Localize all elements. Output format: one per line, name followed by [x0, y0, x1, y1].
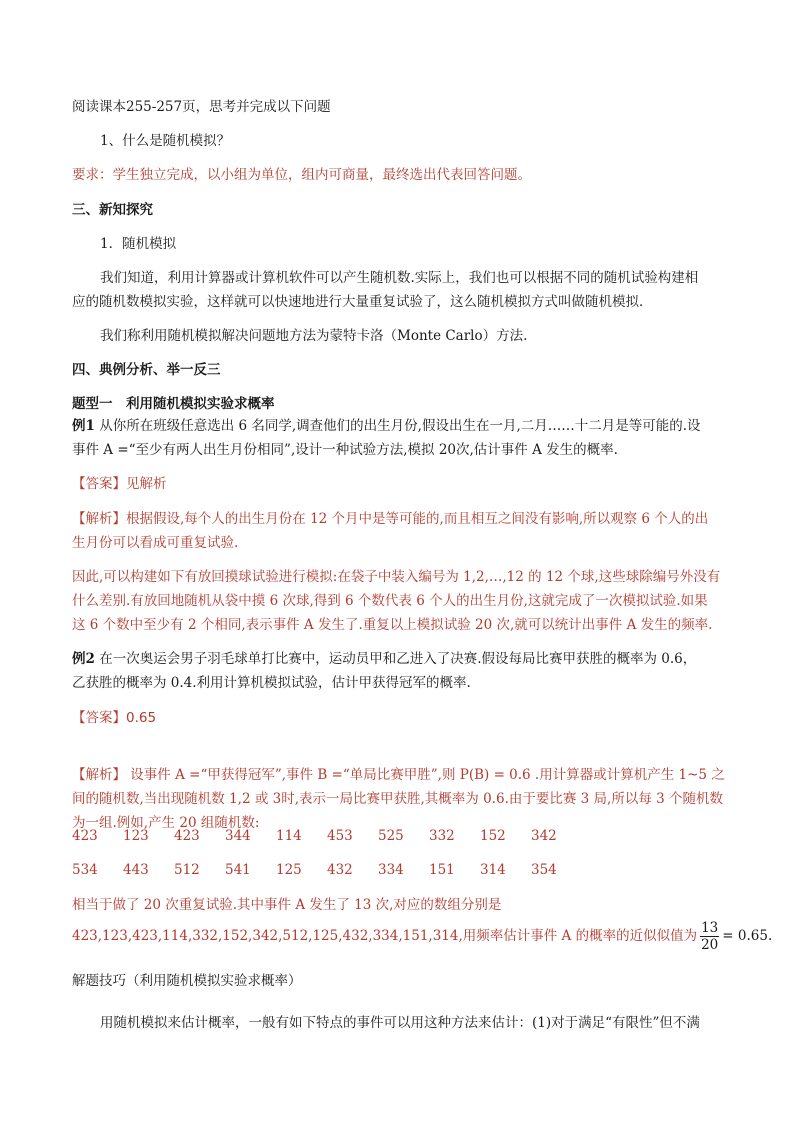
- random-number: 344: [225, 828, 251, 844]
- example-2-result-tail: = 0.65.: [722, 928, 773, 944]
- section-3-heading: 三、新知探究: [72, 202, 153, 218]
- example-2-line-1: [72, 648, 732, 670]
- random-number: 152: [480, 828, 506, 844]
- example-2-analysis-2: 间的随机数,当出现随机数 1,2 或 3时,表示一局比赛甲获胜,其概率为 0.6.由于要比赛 3 局,所以每 3 个随机数: [72, 791, 723, 807]
- example-1-line-1: [72, 415, 732, 437]
- example-1-analysis-4: 什么差别.有放回地随机从袋中摸 6 次球,得到 6 个数代表 6 个人的出生月份,这就完成了一次模拟试验.如果: [72, 593, 708, 609]
- paragraph-1-line-1: 我们知道，利用计算器或计算机软件可以产生随机数.实际上，我们也可以根据不同的随机试验构建相: [100, 270, 699, 286]
- example-1-answer: 【答案】见解析: [72, 476, 167, 492]
- subheading-random-simulation: 1．随机模拟: [100, 236, 177, 252]
- example-1-text-1: 从你所在班级任意选出 6 名同学,调查他们的出生月份,假设出生在一月,二月……十二月是等可能的.设: [99, 418, 701, 434]
- type-1-heading: 题型一 利用随机模拟实验求概率: [72, 396, 275, 412]
- example-2-analysis-label: 【解析】: [72, 767, 126, 783]
- random-numbers-row-2: [72, 859, 732, 881]
- question-1: 1、什么是随机模拟？: [100, 133, 231, 149]
- example-2-result-1: 相当于做了 20 次重复试验.其中事件 A 发生了 13 次,对应的数组分别是: [72, 897, 502, 913]
- tips-title: 解题技巧（利用随机模拟实验求概率）: [72, 973, 302, 989]
- random-number: 114: [276, 828, 302, 844]
- random-number: 453: [327, 828, 353, 844]
- intro-text: 阅读课本255-257页，思考并完成以下问题: [72, 99, 331, 115]
- paragraph-2: 我们称利用随机模拟解决问题地方法为蒙特卡洛（Monte Carlo）方法.: [100, 328, 528, 344]
- example-2-analysis-3: 为一组.例如,产生 20 组随机数:: [72, 815, 260, 831]
- example-1-analysis-1: 【解析】根据假设,每个人的出生月份在 12 个月中是等可能的,而且相互之间没有影响,所以观察 6 个人的出: [72, 511, 709, 527]
- example-2-result-2: [72, 916, 773, 956]
- example-2-line-2: 乙获胜的概率为 0.4.利用计算机模拟试验，估计甲获得冠军的概率.: [72, 675, 471, 691]
- example-2-answer-value: 0.65: [126, 710, 157, 726]
- example-1-analysis-3: 因此,可以构建如下有放回摸球试验进行模拟:在袋子中装入编号为 1,2,…,12 的 12 个球,这些球除编号外没有: [72, 569, 721, 585]
- fraction-numerator: 13: [701, 920, 719, 936]
- random-number: 123: [123, 828, 149, 844]
- random-number: 443: [123, 862, 149, 878]
- random-number: 423: [72, 828, 98, 844]
- requirement-text: 要求：学生独立完成，以小组为单位，组内可商量，最终选出代表回答问题。: [72, 167, 531, 183]
- example-1-line-2: 事件 A =“至少有两人出生月份相同”,设计一种试验方法,模拟 20次,估计事件 A 发生的概率.: [72, 442, 618, 458]
- example-2-answer-label: 【答案】: [72, 710, 126, 726]
- tips-line-1: 用随机模拟来估计概率，一般有如下特点的事件可以用这种方法来估计：(1)对于满足“有限性”但不满: [100, 1015, 700, 1031]
- example-1-analysis-2: 生月份可以看成可重复试验.: [72, 535, 239, 551]
- example-2-answer: [72, 707, 732, 729]
- random-number: 423: [174, 828, 200, 844]
- paragraph-1-line-2: 应的随机数模拟实验，这样就可以快速地进行大量重复试验了，这么随机模拟方式叫做随机模拟．: [72, 294, 653, 310]
- random-number: 541: [225, 862, 251, 878]
- random-number: 354: [531, 862, 557, 878]
- random-number: 125: [276, 862, 302, 878]
- example-2-analysis-1: [72, 764, 732, 786]
- example-1-label: 例1: [72, 418, 95, 434]
- random-number: 432: [327, 862, 353, 878]
- random-number: 332: [429, 828, 455, 844]
- example-1-analysis-5: 这 6 个数中至少有 2 个相同,表示事件 A 发生了.重复以上模拟试验 20 次,就可以统计出事件 A 发生的频率.: [72, 617, 713, 633]
- random-number: 512: [174, 862, 200, 878]
- section-4-heading: 四、典例分析、举一反三: [72, 362, 221, 378]
- example-2-analysis-text-1: 设事件 A =“甲获得冠军”,事件 B =“单局比赛甲胜”,则 P(B) = 0.6 .用计算器或计算机产生 1~5 之: [130, 767, 725, 783]
- random-number: 314: [480, 862, 506, 878]
- random-number: 342: [531, 828, 557, 844]
- random-number: 534: [72, 862, 98, 878]
- example-2-result-text: 423,123,423,114,332,152,342,512,125,432,334,151,314,用频率估计事件 A 的概率的近似似值为: [72, 928, 698, 944]
- fraction-denominator: 20: [701, 937, 719, 953]
- random-numbers-row-1: [72, 825, 732, 847]
- random-number: 525: [378, 828, 404, 844]
- random-number: 151: [429, 862, 455, 878]
- random-number: 334: [378, 862, 404, 878]
- example-2-text-1: 在一次奥运会男子羽毛球单打比赛中，运动员甲和乙进入了决赛.假设每局比赛甲获胜的概率为 0.6，: [99, 651, 697, 667]
- example-2-label: 例2: [72, 651, 95, 667]
- fraction: [700, 920, 719, 953]
